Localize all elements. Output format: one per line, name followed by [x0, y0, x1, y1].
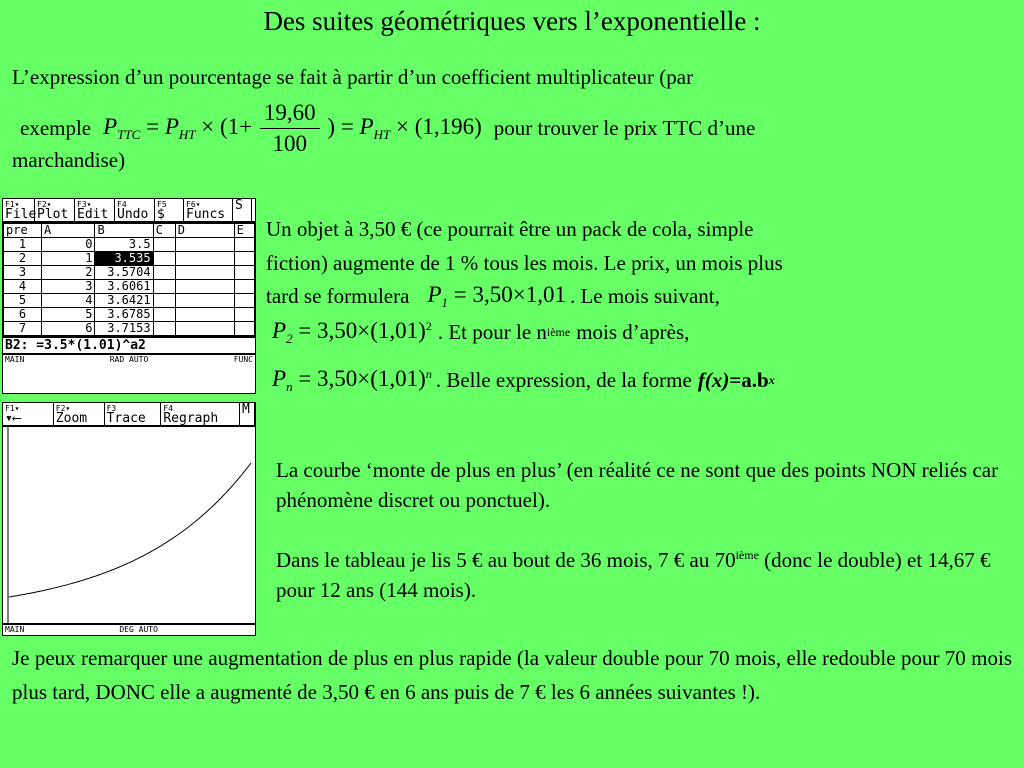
page-title: Des suites géométriques vers l’exponentielle : [263, 6, 761, 36]
coefficient: (1,196) [414, 113, 482, 139]
table-cell[interactable] [234, 322, 254, 336]
menu-item-regraph[interactable] [161, 403, 240, 425]
tableau-part-1: Dans le tableau je lis 5 € au bout de 36 mois, 7 € au 70 [276, 548, 736, 572]
function-key-label: F4 [163, 404, 173, 413]
menu-label: Trace [106, 411, 146, 426]
objet-after-2b: mois d’après, [576, 320, 690, 344]
menu-label: $ [157, 207, 165, 222]
calculator-spreadsheet-screen [2, 198, 256, 394]
status-mode: MAIN [5, 625, 25, 634]
function-key-label: F1▾ [5, 200, 20, 209]
table-cell[interactable]: 3.6785 [95, 308, 153, 322]
column-header[interactable]: pre [4, 224, 42, 238]
table-cell[interactable]: 3.7153 [95, 322, 153, 336]
pn-formula [272, 366, 432, 395]
paren-open: (1+ [220, 113, 253, 139]
ht-subscript: HT [178, 126, 196, 142]
menu-label: S [235, 198, 243, 213]
intro-after: pour trouver le prix TTC d’une [493, 116, 756, 140]
function-key-label: F3 [106, 404, 117, 413]
table-cell[interactable] [175, 238, 234, 252]
status-func: FUNC [233, 355, 253, 364]
exponential-curve [9, 463, 251, 597]
menu-item-s[interactable] [233, 199, 252, 221]
table-cell[interactable]: 3.6421 [95, 294, 153, 308]
table-cell[interactable] [175, 280, 234, 294]
p1-formula [427, 282, 566, 311]
column-header[interactable]: E [234, 224, 254, 238]
menu-item-undo[interactable] [115, 199, 155, 221]
function-key-label: F3▾ [77, 200, 92, 209]
ttc-formula [103, 98, 482, 159]
table-cell[interactable] [234, 280, 254, 294]
column-header[interactable]: D [175, 224, 234, 238]
formula-exponent: x [768, 372, 775, 387]
table-cell[interactable] [153, 322, 175, 336]
table-cell[interactable] [153, 238, 175, 252]
objet-after-1: . Le mois suivant, [569, 284, 720, 308]
times-sign: × [201, 113, 215, 139]
graph-menubar [3, 403, 255, 427]
table-row [4, 238, 255, 252]
p-symbol: P [272, 317, 287, 343]
fraction [260, 98, 320, 159]
menu-item-trace[interactable] [105, 403, 162, 425]
p1-subscript: 1 [441, 294, 448, 310]
pn-expression: = 3,50×(1,01) [298, 365, 426, 391]
equals-sign: = [340, 113, 354, 139]
table-cell[interactable] [153, 252, 175, 266]
graph-plot [3, 427, 255, 623]
table-row [4, 266, 255, 280]
courbe-paragraph: La courbe ‘monte de plus en plus’ (en réalité ce ne sont que des points NON reliés car phénomène discret ou ponctuel). [276, 458, 999, 512]
column-header[interactable]: C [153, 224, 175, 238]
table-cell[interactable]: 6 [42, 322, 95, 336]
row-number[interactable]: 3 [4, 266, 42, 280]
table-row [4, 294, 255, 308]
pn-subscript: n [286, 378, 293, 394]
p2-formula [272, 318, 432, 347]
column-header[interactable]: A [42, 224, 95, 238]
menu-label: Plot [37, 207, 69, 222]
menu-item-[interactable] [3, 403, 54, 425]
table-cell[interactable] [153, 280, 175, 294]
intro-line-3: marchandise) [12, 148, 126, 172]
table-row [4, 280, 255, 294]
table-cell[interactable] [175, 252, 234, 266]
function-key-label: F1▾ [5, 404, 20, 413]
menu-label: File [5, 207, 37, 222]
function-key-label: F5 [157, 200, 167, 209]
table-cell[interactable] [175, 266, 234, 280]
menu-label: ▾⟵ [5, 411, 21, 426]
tableau-part-2: (donc le double) et 14,67 € pour 12 ans (144 mois). [276, 548, 991, 602]
p-symbol: P [359, 113, 374, 139]
conclusion-paragraph: Je peux remarquer une augmentation de plus en plus rapide (la valeur double pour 70 mois, elle redouble pour 70 mois plus tard, DONC elle a augmenté de 3,50 € en 6 ans puis de 7 € les 6 années suivantes !). [12, 646, 1012, 704]
menu-item-edit[interactable] [75, 199, 115, 221]
table-cell[interactable] [234, 266, 254, 280]
formula-fx: f(x) [697, 368, 730, 392]
table-cell[interactable]: 3 [42, 280, 95, 294]
spreadsheet-menubar [3, 199, 255, 223]
status-bar [3, 623, 255, 634]
function-key-label: F2▾ [55, 404, 71, 413]
table-cell[interactable] [175, 308, 234, 322]
p-symbol: P [164, 113, 179, 139]
table-header-row [4, 224, 255, 238]
pn-exponent: n [425, 366, 432, 381]
menu-item-zoom[interactable] [54, 403, 105, 425]
menu-item-plot[interactable] [35, 199, 75, 221]
objet-line-2: fiction) augmente de 1 % tous les mois. Le prix, un mois plus [266, 251, 783, 275]
table-cell[interactable]: 4 [42, 294, 95, 308]
function-key-label: F4 [117, 200, 127, 209]
table-cell[interactable]: 5 [42, 308, 95, 322]
objet-after-2a: . Et pour le n [437, 320, 547, 344]
status-angle: RAD AUTO [109, 355, 149, 364]
ttc-subscript: TTC [117, 126, 141, 142]
p-symbol: P [272, 365, 287, 391]
table-cell[interactable] [234, 252, 254, 266]
menu-label: Zoom [55, 411, 88, 426]
table-cell[interactable]: 1 [42, 252, 95, 266]
function-key-label: F6▾ [186, 200, 201, 209]
intro-line-1: L’expression d’un pourcentage se fait à partir d’un coefficient multiplicateur (par [12, 65, 694, 89]
column-header[interactable]: B [95, 224, 153, 238]
table-cell[interactable] [234, 308, 254, 322]
menu-label: Funcs [186, 207, 226, 222]
table-cell[interactable]: 0 [42, 238, 95, 252]
cell-entry-line: B2: =3.5*(1.01)^a2 [3, 336, 255, 353]
p-symbol: P [103, 113, 118, 139]
table-cell[interactable] [234, 238, 254, 252]
menu-label: Undo [117, 207, 149, 222]
objet-line-5 [272, 362, 775, 398]
row-number[interactable]: 4 [4, 280, 42, 294]
status-mode: MAIN [5, 355, 25, 364]
p2-exponent: 2 [425, 318, 432, 333]
objet-line-1: Un objet à 3,50 € (ce pourrait être un pack de cola, simple [266, 217, 754, 241]
equals-sign: = [146, 113, 160, 139]
objet-after-n: . Belle expression, de la forme [435, 368, 692, 392]
p1-expression: = 3,50×1,01 [453, 281, 566, 307]
p2-subscript: 2 [286, 330, 293, 346]
menu-item-file[interactable] [3, 199, 35, 221]
formula-ab: =a.b [729, 368, 769, 392]
status-bar [3, 353, 255, 364]
table-cell[interactable]: 2 [42, 266, 95, 280]
table-row [4, 322, 255, 336]
menu-item-funcs[interactable] [184, 199, 233, 221]
ht-subscript: HT [373, 126, 391, 142]
spreadsheet-table [3, 223, 255, 336]
table-cell[interactable]: 3.5704 [95, 266, 153, 280]
objet-line-3 [266, 278, 720, 314]
p-symbol: P [427, 281, 442, 307]
menu-label: Regraph [163, 411, 219, 426]
table-cell[interactable]: 3.535 [95, 252, 153, 266]
menu-label: Edit [77, 207, 109, 222]
function-key-label: F2▾ [37, 200, 52, 209]
fraction-numerator: 19,60 [260, 98, 320, 129]
ieme-superscript: ième [546, 324, 571, 339]
status-angle: DEG AUTO [119, 625, 158, 634]
table-cell[interactable] [175, 294, 234, 308]
table-cell[interactable] [234, 294, 254, 308]
p2-expression: = 3,50×(1,01) [298, 317, 426, 343]
row-number[interactable]: 5 [4, 294, 42, 308]
objet-text: tard se formulera [266, 284, 410, 308]
table-cell[interactable] [175, 322, 234, 336]
times-sign: × [395, 113, 409, 139]
menu-item-m[interactable] [240, 403, 255, 425]
ieme-superscript: ième [735, 548, 759, 562]
table-cell[interactable] [153, 294, 175, 308]
row-number[interactable]: 6 [4, 308, 42, 322]
paren-close: ) [327, 113, 336, 139]
row-number[interactable]: 1 [4, 238, 42, 252]
row-number[interactable]: 2 [4, 252, 42, 266]
fraction-denominator: 100 [272, 130, 308, 156]
table-cell[interactable] [153, 266, 175, 280]
table-cell[interactable]: 3.6061 [95, 280, 153, 294]
menu-label: M [242, 402, 250, 417]
objet-line-4 [272, 314, 689, 350]
row-number[interactable]: 7 [4, 322, 42, 336]
table-row [4, 252, 255, 266]
menu-item-[interactable] [155, 199, 184, 221]
table-cell[interactable] [153, 308, 175, 322]
calculator-graph-screen [2, 402, 256, 636]
table-row [4, 308, 255, 322]
tableau-paragraph [276, 540, 1016, 605]
intro-exemple: exemple [20, 116, 92, 140]
table-cell[interactable]: 3.5 [95, 238, 153, 252]
